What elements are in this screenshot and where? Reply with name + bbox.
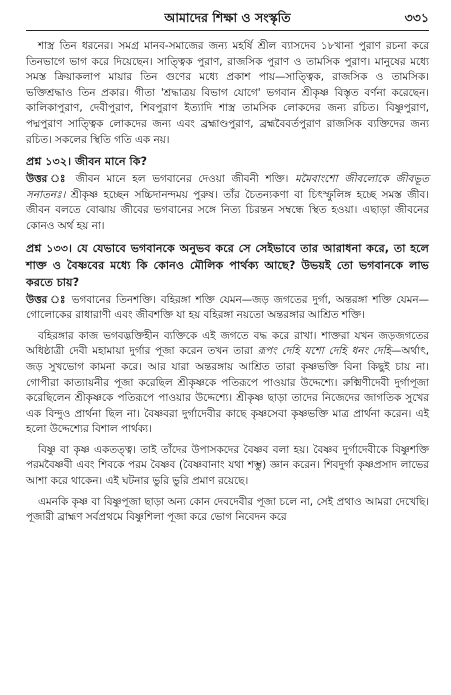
paragraph-quote: রূপং দেহি যশো দেহি ধনং দেহি [257,345,392,358]
answer-text [26,293,429,324]
page-body [26,39,429,526]
answer-part: ভগবানের তিনশক্তি। বহিরঙ্গা শক্তি যেমন—জড় জগতের দুর্গা, অন্তরঙ্গা শক্তি যেমন—গোলোকের রাধারাণী এবং জীবশক্তি যা হয় বহিরঙ্গা নয়তো অন্তরঙ্গার আশ্রিত শক্তি। [26,293,429,322]
question-block-133 [26,240,429,324]
paragraph [26,329,429,438]
answer-label: উত্তর ঃ [26,293,67,306]
paragraph-part: বিষ্ণু বা কৃষ্ণ একতত্ত্ব। তাই তাঁদের উপাসকদের বৈষ্ণব বলা হয়। বৈষ্ণব দুর্গাদেবীকে বিষ্ণুশক্তি পরমবৈষ্ণবী এবং শিবকে পরম বৈষ্ণব (বৈষ্ণবানাং যথা শম্ভু) জ্ঞান করেন। শিবদুর্গা কৃষ্ণপ্রসাদ লাভের আশা করে থাকেন। এই ঘটনার ভুরি ভুরি প্রমাণ রয়েছে। [26,443,429,488]
answer-quote: মমৈবাংশো জীবলোকে জীবভূত সনাতনঃ। [26,173,430,201]
paragraph-part: বহিরঙ্গার কাজ ভগবদ্ভক্তিহীন ব্যক্তিকে এই জগতে বদ্ধ করে রাখা। শাক্তরা যখন জড়জগতের অধিষ্ঠাত্রী দেবী মহামায়া দুর্গার পূজা করেন তখন তারা [26,329,429,358]
paragraph-part: —অর্থাৎ, জড় সুখভোগ কামনা করে। আর যারা অন্তরঙ্গায় আশ্রিত তারা কৃষ্ণভক্তি বিনা কিছুই চায় না। গোপীরা কাত্যায়নীর পূজা করেছিল শ্রীকৃষ্ণকে পতিরূপে পাওয়ার উদ্দেশ্যে। রুক্মিণীদেবী দুর্গাপূজা করেছিলেন শ্রীকৃষ্ণকে পতিরূপে পাওয়ার উদ্দেশ্যে। শ্রীকৃষ্ণ ছাড়া তাদের নিজেদের জাগতিক সুখের এক বিন্দুও প্রার্থনা ছিল না। বৈষ্ণবরা দুর্গাদেবীর কাছে কৃষ্ণসেবা কৃষ্ণভক্তি মাত্র প্রার্থনা করেন। এই হলো উদ্দেশ্যের বিশাল পার্থক্য। [26,345,430,436]
answer-part: জীবন মানে হল ভগবানের দেওয়া জীবনী শক্তি। [68,173,296,186]
header-title: আমাদের শিক্ষা ও সংস্কৃতি [164,10,291,25]
answer-label: উত্তর ঃ [26,173,69,186]
question-text: প্রশ্ন ১৩৩। যে যেভাবে ভগবানকে অনুভব করে সে সেইভাবে তার আরাধনা করে, তা হলে শাক্ত ও বৈষ্ণবের মধ্যে কি কোনও মৌলিক পার্থক্য আছে? উভয়ই তো ভগবানকে লাভ করতে চায়? [26,241,429,289]
paragraph: শাস্ত্র তিন ধরনের। সমগ্র মানব-সমাজের জন্য মহর্ষি শ্রীল ব্যাসদেব ১৮খানা পুরাণ রচনা করে তিনভাগে ভাগ করে দিয়েছেন। সাত্ত্বিক পুরাণ, রাজসিক পুরাণ ও তামসিক পুরাণ। মানুষের মধ্যে সমস্ত ক্রিয়াকলাপ মায়ার তিন গুণের মধ্যে প্রকাশ পায়—সাত্ত্বিক, রাজসিক ও তামসিক। ভক্তিশ্রদ্ধাও তিন প্রকার। গীতা 'শ্রদ্ধাত্রয় বিভাগ যোগে' ভগবান শ্রীকৃষ্ণ বিস্তৃত বর্ণনা করেছেন। কালিকাপুরাণ, দেবীপুরাণ, শিবপুরাণ ইত্যাদি শাস্ত্র তামসিক লোকদের জন্য রচিত। বিষ্ণুপুরাণ, পদ্মপুরাণ সাত্ত্বিক লোকদের জন্য এবং ব্রহ্মাণ্ডপুরাণ, ব্রহ্মবৈবর্তপুরাণ রাজসিক ব্যক্তিদের জন্য রচিত। সকলের স্থিতি গতি এক নয়। [26,40,429,146]
question-block-132 [26,153,429,234]
paragraph-part: এমনকি কৃষ্ণ বা বিষ্ণুপূজা ছাড়া অন্য কোন দেবদেবীর পূজা চলে না, সেই প্রথাও আমরা দেখেছি। পূজারী ব্রাহ্মণ সর্বপ্রথমে বিষ্ণুশিলা পূজা করে ভোগ নিবেদন করে [26,495,429,524]
answer-text [26,172,429,234]
paragraph [26,495,429,526]
answer-part: শ্রীকৃষ্ণ হচ্ছেন সচ্চিদানন্দময় পুরুষ। তাঁর চৈতন্যকণা বা চিৎস্ফুলিঙ্গ হচ্ছে সমস্ত জীব। জীবন বলতে বোঝায় জীবের ভগবানের সঙ্গে নিত্য চিরন্তন সম্বন্ধে স্থিত হওয়া। এছাড়া জীবনের কোনও অর্থ হয় না। [26,188,429,232]
running-header [26,8,429,31]
question-text: প্রশ্ন ১৩২। জীবন মানে কি? [26,155,148,169]
paragraph [26,443,429,490]
page-number: ৩৩১ [404,10,429,25]
